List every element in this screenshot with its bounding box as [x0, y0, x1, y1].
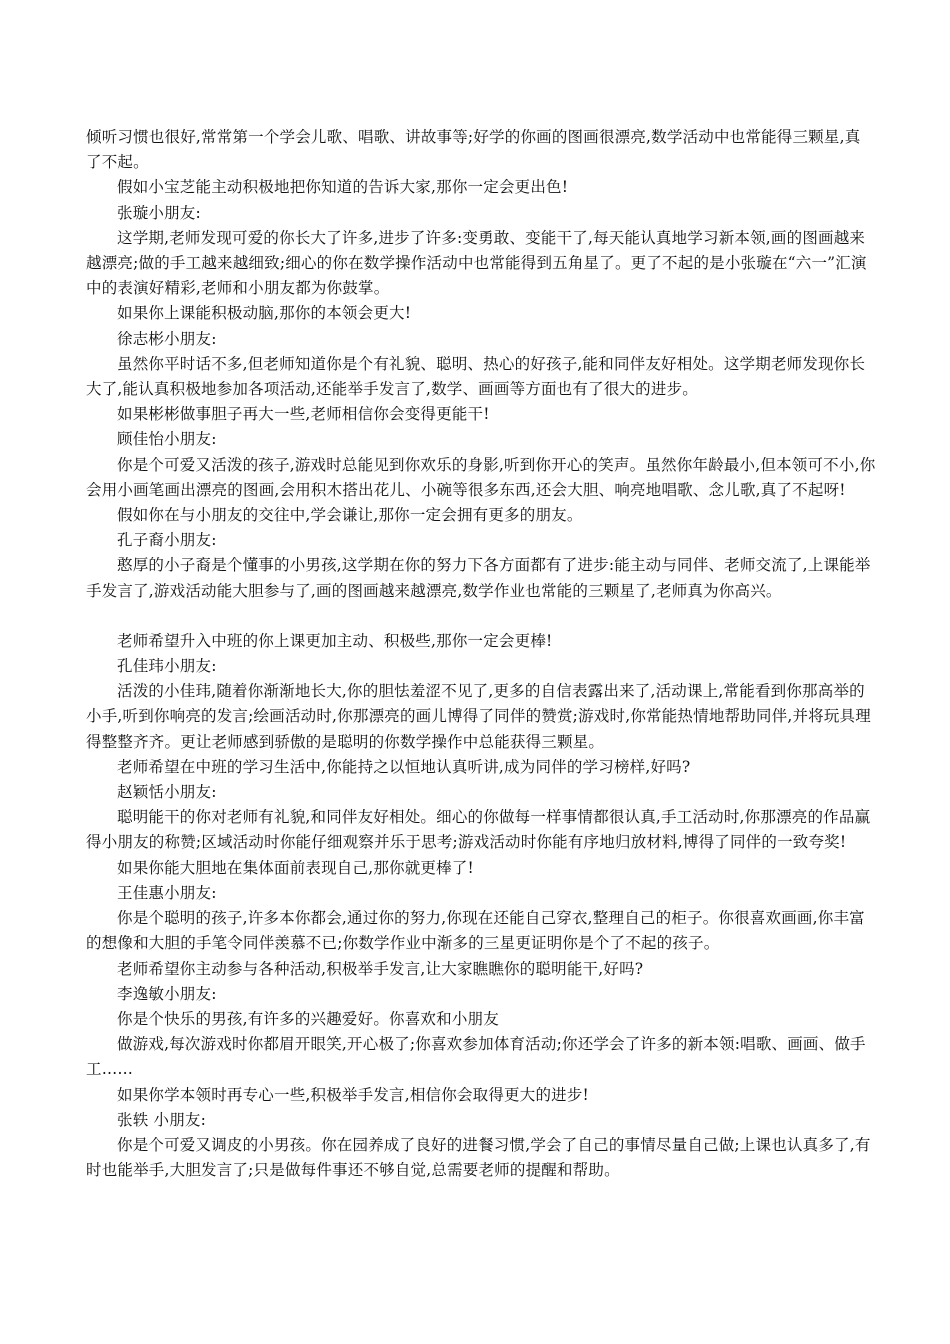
child-name: 孔子裔小朋友:	[117, 531, 217, 550]
paragraph-wish: 老师希望升入中班的你上课更加主动、积极些,那你一定会更棒!	[117, 631, 553, 650]
paragraph-comment: 憨厚的小子裔是个懂事的小男孩,这学期在你的努力下各方面都有了进步:能主动与同伴、老师交流了,上课能举手发言了,游戏活动能大胆参与了,画的图画越来越漂亮,数学作业也常能的三颗星了,老师真为你高兴。	[86, 556, 871, 600]
paragraph-wish: 假如小宝芝能主动积极地把你知道的告诉大家,那你一定会更出色!	[117, 178, 569, 197]
paragraph-comment: 虽然你平时话不多,但老师知道你是个有礼貌、聪明、热心的好孩子,能和同伴友好相处。这学期老师发现你长大了,能认真积极地参加各项活动,还能举手发言了,数学、画画等方面也有了很大的进步。	[86, 354, 866, 399]
paragraph-comment: 你是个快乐的男孩,有许多的兴趣爱好。你喜欢和小朋友	[117, 1009, 499, 1028]
paragraph-comment: 你是个可爱又活泼的孩子,游戏时总能见到你欢乐的身影,听到你开心的笑声。虽然你年龄最小,但本领可不小,你会用小画笔画出漂亮的图画,会用积木搭出花儿、小碗等很多东西,还会大胆、响亮地唱歌、念儿歌,真了不起呀!	[86, 455, 876, 499]
child-name: 王佳惠小朋友:	[117, 883, 217, 902]
child-name: 张璇小朋友:	[117, 203, 201, 222]
paragraph-comment: 做游戏,每次游戏时你都眉开眼笑,开心极了;你喜欢参加体育活动;你还学会了许多的新本领:唱歌、画画、做手工……	[86, 1035, 866, 1079]
child-name: 徐志彬小朋友:	[117, 329, 217, 348]
child-name: 张轶 小朋友:	[117, 1110, 207, 1129]
paragraph-wish: 假如你在与小朋友的交往中,学会谦让,那你一定会拥有更多的朋友。	[117, 506, 583, 525]
paragraph-wish: 老师希望在中班的学习生活中,你能持之以恒地认真听讲,成为同伴的学习榜样,好吗?	[117, 757, 691, 776]
paragraph-comment: 你是个可爱又调皮的小男孩。你在园养成了良好的进餐习惯,学会了自己的事情尽量自己做;上课也认真多了,有时也能举手,大胆发言了;只是做每件事还不够自觉,总需要老师的提醒和帮助。	[86, 1135, 871, 1180]
paragraph-comment: 聪明能干的你对老师有礼貌,和同伴友好相处。细心的你做每一样事情都很认真,手工活动时,你那漂亮的作品赢得小朋友的称赞;区域活动时你能仔细观察并乐于思考;游戏活动时你能有序地归放材料,博得了同伴的一致夸奖!	[86, 808, 871, 852]
child-name: 孔佳玮小朋友:	[117, 657, 217, 676]
child-name: 赵颖恬小朋友:	[117, 783, 217, 802]
paragraph-continuation: 倾听习惯也很好,常常第一个学会儿歌、唱歌、讲故事等;好学的你画的图画很漂亮,数学活动中也常能得三颗星,真了不起。	[86, 128, 861, 172]
document-page	[86, 125, 876, 1183]
child-name: 顾佳怡小朋友:	[117, 430, 217, 449]
paragraph-comment: 活泼的小佳玮,随着你渐渐地长大,你的胆怯羞涩不见了,更多的自信表露出来了,活动课上,常能看到你那高举的小手,听到你响亮的发言;绘画活动时,你那漂亮的画儿博得了同伴的赞赏;游戏时,你常能热情地帮助同伴,并将玩具理得整整齐齐。更让老师感到骄傲的是聪明的你数学操作中总能获得三颗星。	[86, 682, 871, 751]
paragraph-comment: 这学期,老师发现可爱的你长大了许多,进步了许多:变勇敢、变能干了,每天能认真地学习新本领,画的图画越来越漂亮;做的手工越来越细致;细心的你在数学操作活动中也常能得到五角星了。更了不起的是小张璇在“六一”汇演中的表演好精彩,老师和小朋友都为你鼓掌。	[86, 228, 867, 298]
paragraph-wish: 如果彬彬做事胆子再大一些,老师相信你会变得更能干!	[117, 405, 490, 424]
paragraph-wish: 如果你学本领时再专心一些,积极举手发言,相信你会取得更大的进步!	[117, 1085, 589, 1104]
paragraph-wish: 老师希望你主动参与各种活动,积极举手发言,让大家瞧瞧你的聪明能干,好吗?	[117, 959, 644, 978]
paragraph-wish: 如果你能大胆地在集体面前表现自己,那你就更棒了!	[117, 858, 474, 877]
child-name: 李逸敏小朋友:	[117, 984, 217, 1003]
paragraph-comment: 你是个聪明的孩子,许多本你都会,通过你的努力,你现在还能自己穿衣,整理自己的柜子。你很喜欢画画,你丰富的想像和大胆的手笔令同伴羡慕不已;你数学作业中渐多的三星更证明你是个了不起的孩子。	[86, 909, 865, 953]
paragraph-wish: 如果你上课能积极动脑,那你的本领会更大!	[117, 304, 412, 323]
